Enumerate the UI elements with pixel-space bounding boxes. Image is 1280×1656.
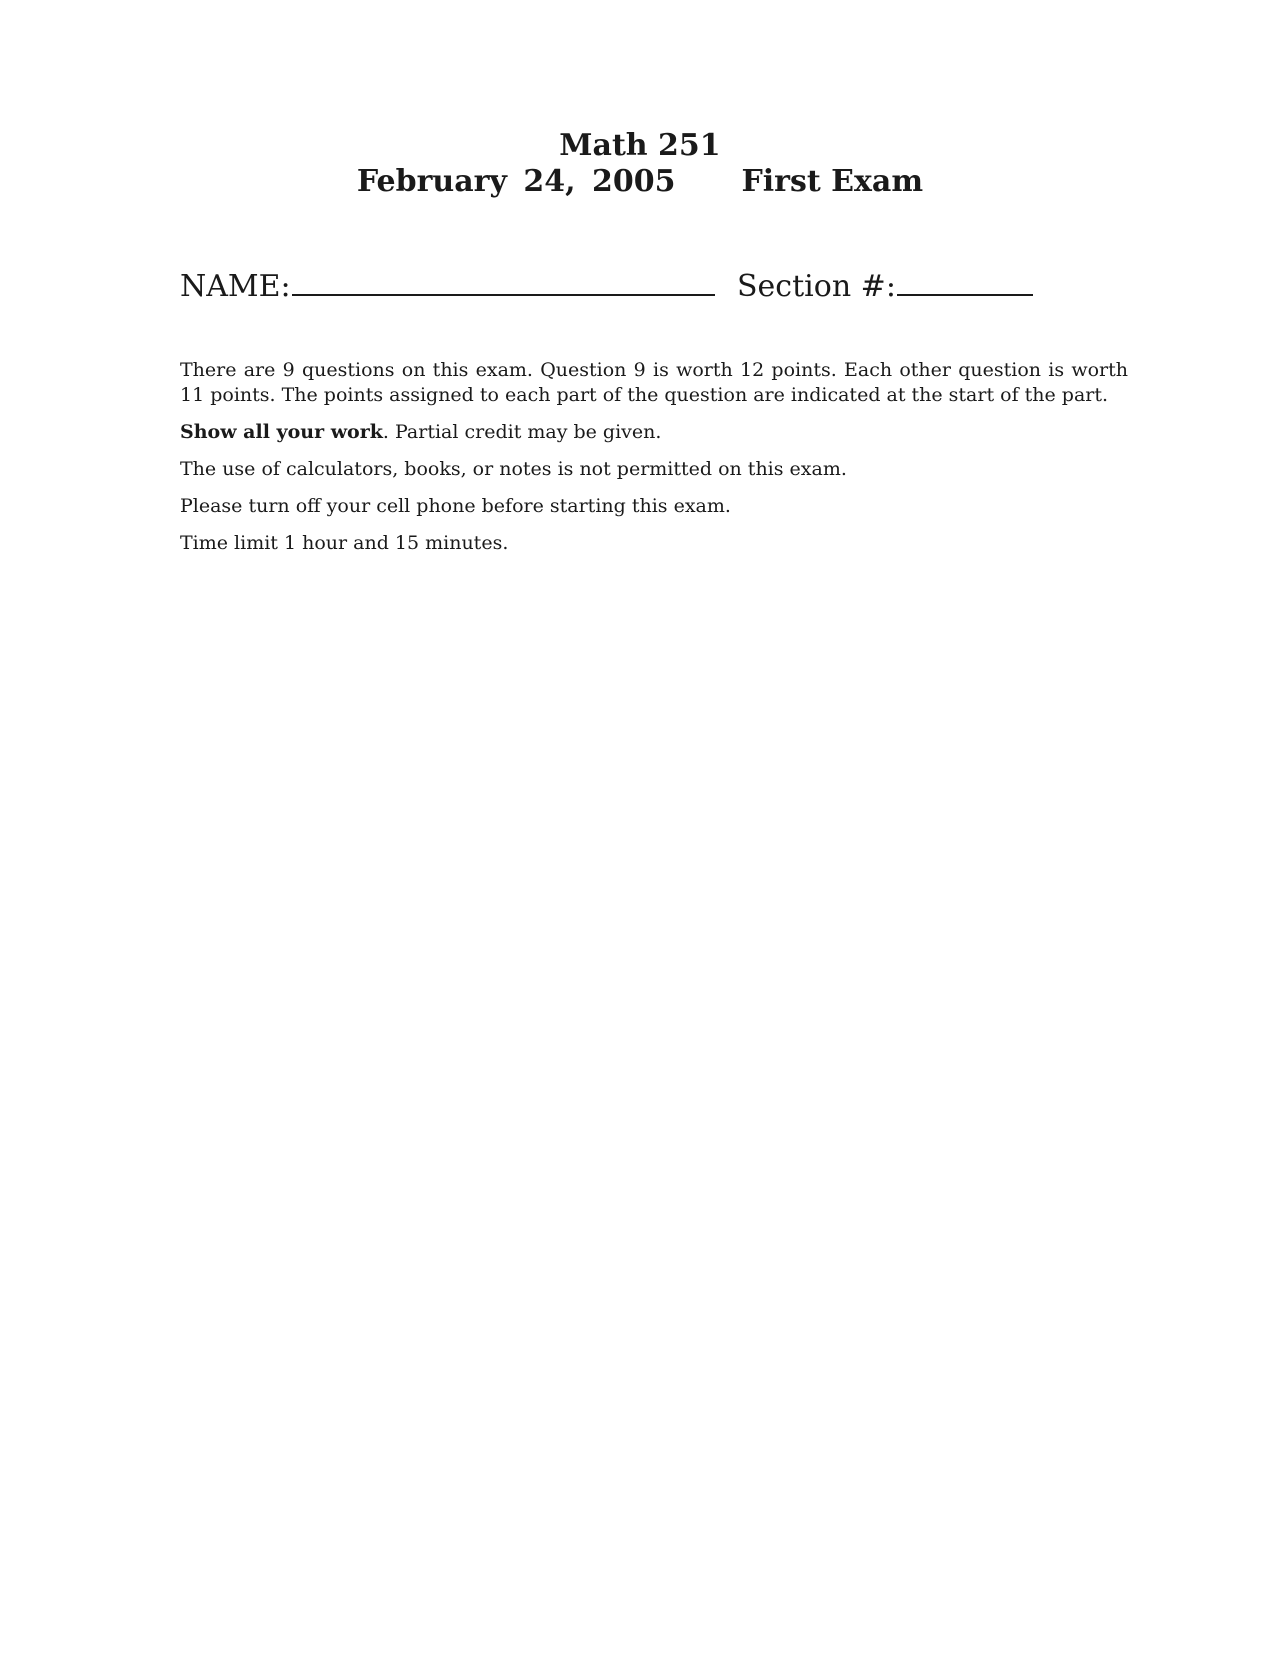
exam-header-line xyxy=(0,164,1280,200)
exam-date: February 24, 2005 xyxy=(356,164,676,199)
instruction-cell-phone: Please turn off your cell phone before starting this exam. xyxy=(180,495,731,517)
name-blank-line[interactable] xyxy=(292,268,715,296)
section-label: Section #: xyxy=(737,269,896,304)
name-field xyxy=(180,268,715,305)
instruction-show-work xyxy=(180,420,1128,445)
section-field xyxy=(737,268,1033,305)
course-title: Math 251 xyxy=(559,128,721,163)
name-label: NAME: xyxy=(180,269,291,304)
exam-name: First Exam xyxy=(741,164,924,199)
show-work-rest: . Partial credit may be given. xyxy=(382,421,662,443)
instruction-calculators: The use of calculators, books, or notes is not permitted on this exam. xyxy=(180,458,847,480)
section-blank-line[interactable] xyxy=(897,268,1033,296)
instructions xyxy=(180,358,1128,568)
instruction-points: There are 9 questions on this exam. Question 9 is worth 12 points. Each other question is worth 11 points. The points assigned to each part of the question are indicated at the start of the part. xyxy=(180,359,1128,406)
show-work-emphasis: Show all your work xyxy=(180,421,383,443)
instruction-time-limit: Time limit 1 hour and 15 minutes. xyxy=(180,532,509,554)
